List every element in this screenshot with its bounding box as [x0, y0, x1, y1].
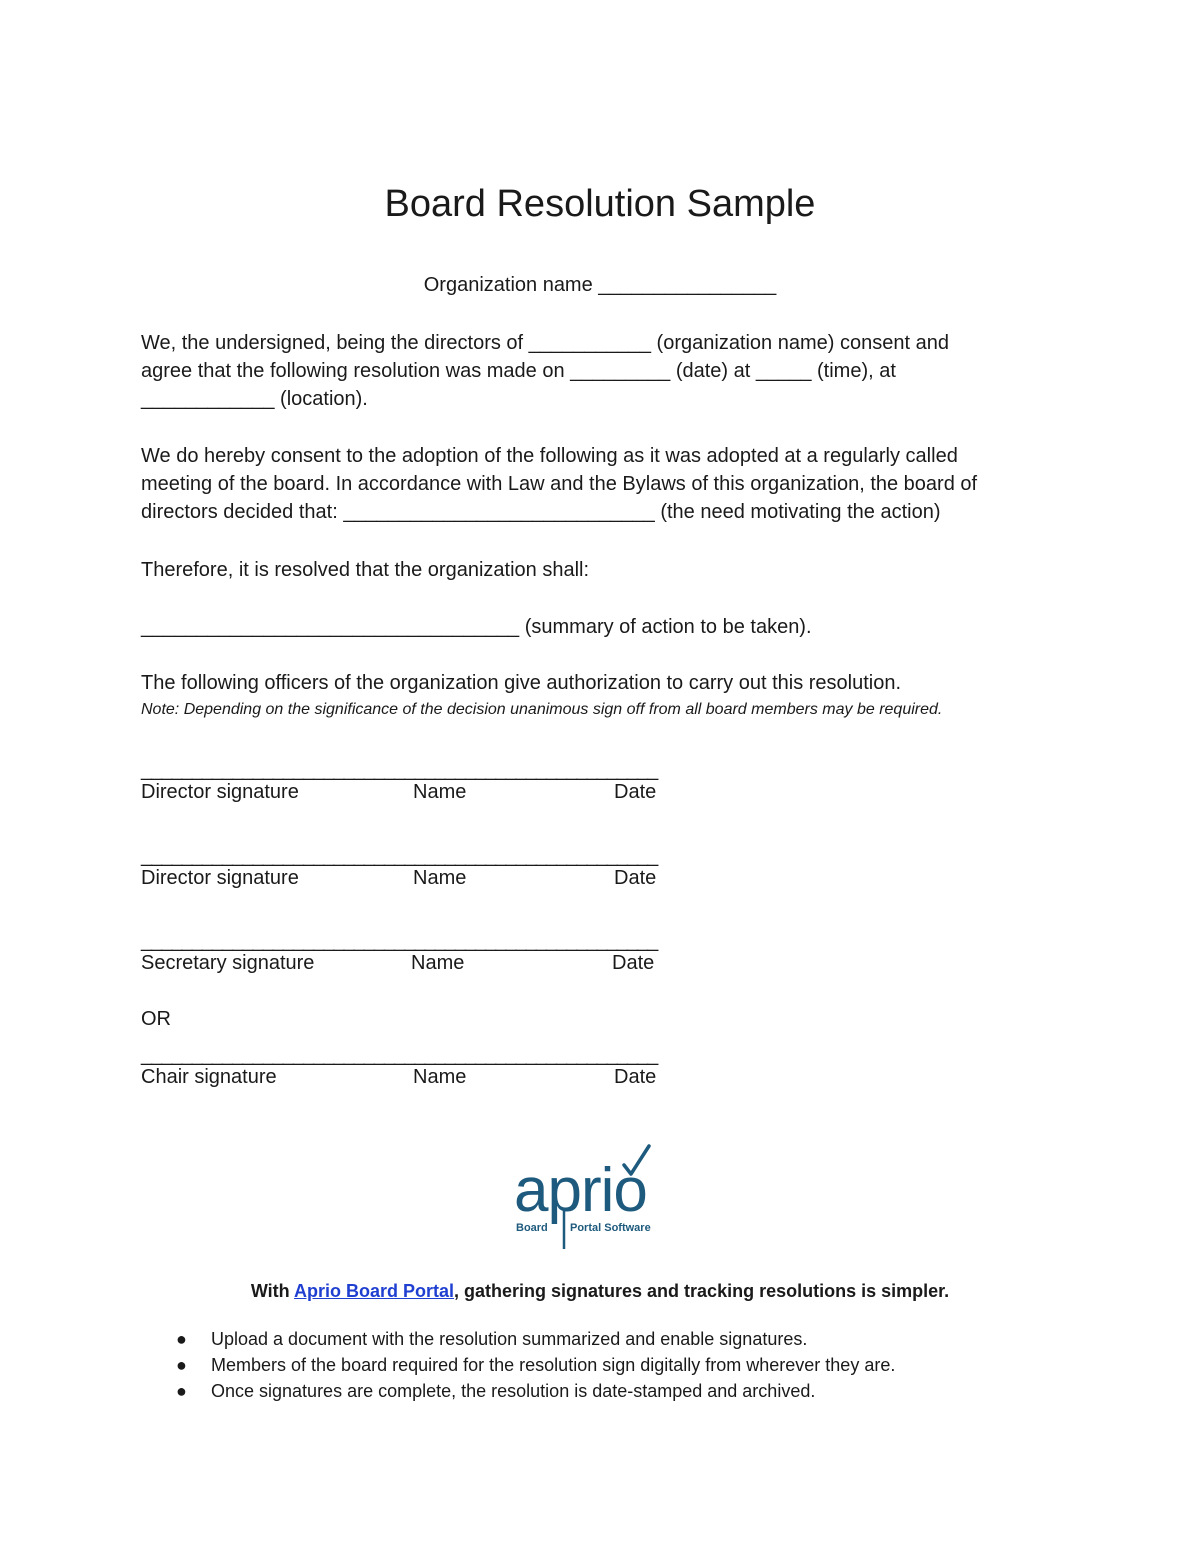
aprio-board-portal-link[interactable]: Aprio Board Portal — [294, 1281, 455, 1301]
cta-prefix: With — [250, 1281, 294, 1301]
signature-name-label: Name — [413, 1066, 467, 1088]
consent-line-3: directors decided that: ____________________________ (the need motivating the action) — [141, 501, 941, 523]
signature-name-label: Name — [413, 867, 467, 889]
intro-line-1: We, the undersigned, being the directors of ___________ (organization name) consent and — [141, 332, 949, 354]
aprio-logo — [512, 1143, 692, 1253]
signature-date-label: Date — [614, 781, 657, 803]
logo-wordmark: aprio — [514, 1156, 647, 1225]
intro-line-3: ____________ (location). — [141, 388, 368, 410]
organization-name-line: Organization name ________________ — [423, 274, 777, 296]
signature-line: ___________________________________________________ — [141, 930, 658, 952]
signature-line: ___________________________________________________ — [141, 845, 658, 867]
signature-line: ___________________________________________________ — [141, 759, 658, 781]
resolved-line: Therefore, it is resolved that the organization shall: — [141, 559, 590, 581]
summary-line: __________________________________ (summary of action to be taken). — [141, 616, 812, 638]
signature-date-label: Date — [614, 867, 657, 889]
signature-date-label: Date — [614, 1066, 657, 1088]
list-item: Members of the board required for the resolution sign digitally from wherever they are. — [211, 1355, 896, 1375]
signature-role: Director signature — [141, 867, 299, 889]
signature-role: Secretary signature — [141, 952, 315, 974]
consent-line-1: We do hereby consent to the adoption of the following as it was adopted at a regularly called — [141, 445, 958, 467]
list-item: Upload a document with the resolution summarized and enable signatures. — [211, 1329, 808, 1349]
signature-name-label: Name — [413, 781, 467, 803]
list-item: Once signatures are complete, the resolution is date-stamped and archived. — [211, 1381, 816, 1401]
consent-line-2: meeting of the board. In accordance with Law and the Bylaws of this organization, the board of — [141, 473, 978, 495]
bullet-icon: ● — [176, 1355, 187, 1375]
signature-date-label: Date — [612, 952, 655, 974]
document-title: Board Resolution Sample — [384, 183, 816, 225]
note-text: Note: Depending on the significance of the decision unanimous sign off from all board members may be required. — [141, 701, 943, 718]
bullet-icon: ● — [176, 1381, 187, 1401]
bullet-icon: ● — [176, 1329, 187, 1349]
signature-name-label: Name — [411, 952, 465, 974]
cta-suffix: , gathering signatures and tracking resolutions is simpler. — [454, 1281, 950, 1301]
cta-line — [0, 1278, 1200, 1304]
logo-tag-left: Board — [516, 1222, 548, 1234]
aprio-logo-graphic — [512, 1143, 692, 1253]
intro-line-2: agree that the following resolution was made on _________ (date) at _____ (time), at — [141, 360, 896, 382]
logo-tag-right: Portal Software — [570, 1222, 651, 1234]
signature-role: Chair signature — [141, 1066, 277, 1088]
or-label: OR — [141, 1008, 171, 1030]
signature-line: ___________________________________________________ — [141, 1044, 658, 1066]
signature-role: Director signature — [141, 781, 299, 803]
authorization-line: The following officers of the organization give authorization to carry out this resolution. — [141, 672, 902, 694]
